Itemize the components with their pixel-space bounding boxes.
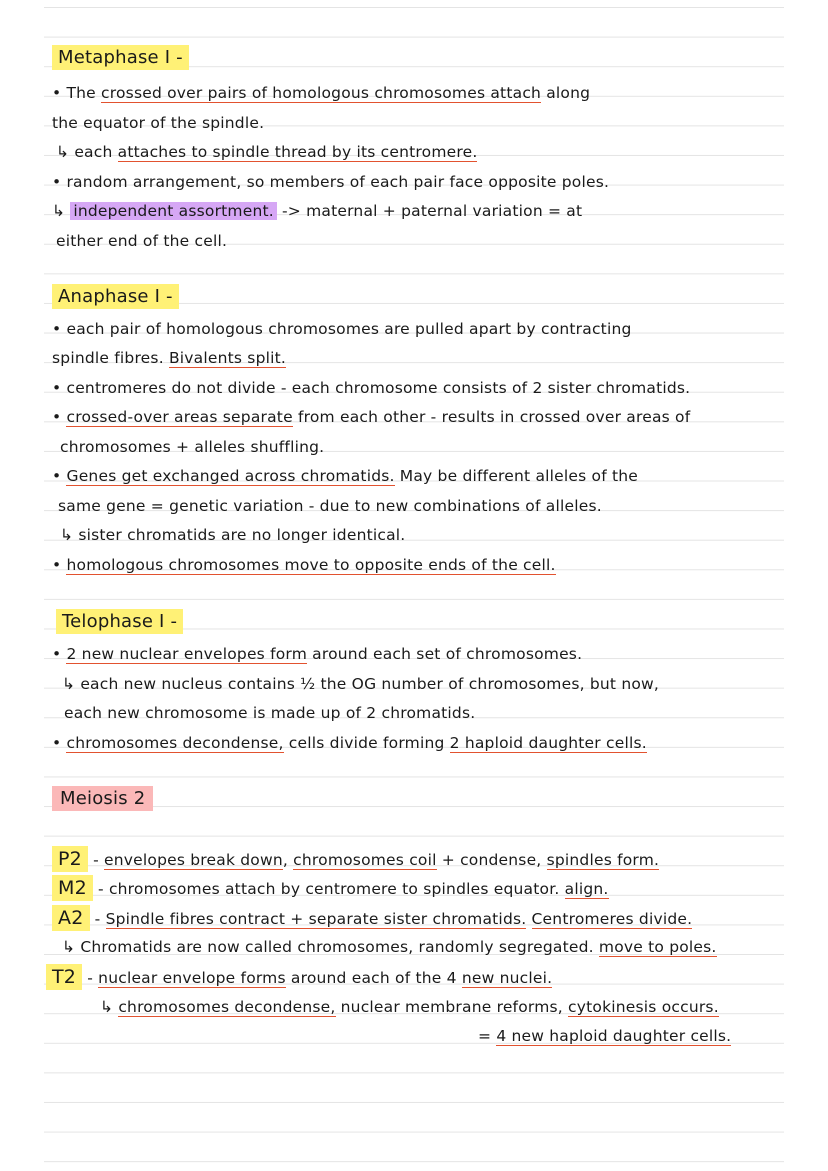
a2-label: A2 <box>52 905 90 931</box>
anaphase-line-4: • crossed-over areas separate from each other - results in crossed over areas of <box>52 408 691 426</box>
t2-label: T2 <box>46 964 82 990</box>
independent-assortment-highlight: independent assortment. <box>70 202 277 220</box>
anaphase-line-5: chromosomes + alleles shuffling. <box>60 438 325 456</box>
a2-sub-line: ↳ Chromatids are now called chromosomes, randomly segregated. move to poles. <box>62 938 717 956</box>
t2-line: T2 - nuclear envelope forms around each of the 4 new nuclei. <box>46 966 552 989</box>
m2-label: M2 <box>52 875 93 901</box>
metaphase-line-5: ↳ independent assortment. -> maternal + paternal variation = at <box>52 202 583 220</box>
anaphase-line-6: • Genes get exchanged across chromatids. May be different alleles of the <box>52 467 639 485</box>
telophase-heading: Telophase I - <box>56 611 183 633</box>
metaphase-line-6: either end of the cell. <box>56 232 228 250</box>
anaphase-line-3: • centromeres do not divide - each chromosome consists of 2 sister chromatids. <box>52 379 691 397</box>
a2-line: A2 - Spindle fibres contract + separate sister chromatids. Centromeres divide. <box>52 907 692 930</box>
t2-sub-line: ↳ chromosomes decondense, nuclear membrane reforms, cytokinesis occurs. <box>100 998 719 1016</box>
anaphase-line-8: ↳ sister chromatids are no longer identical. <box>60 526 406 544</box>
anaphase-line-9: • homologous chromosomes move to opposite ends of the cell. <box>52 556 556 574</box>
m2-line: M2 - chromosomes attach by centromere to spindles equator. align. <box>52 877 609 900</box>
metaphase-heading: Metaphase I - <box>52 47 189 69</box>
telophase-line-4: • chromosomes decondense, cells divide forming 2 haploid daughter cells. <box>52 734 647 752</box>
anaphase-line-7: same gene = genetic variation - due to new combinations of alleles. <box>58 497 602 515</box>
metaphase-line-4: • random arrangement, so members of each pair face opposite poles. <box>52 173 610 191</box>
metaphase-line-2: the equator of the spindle. <box>52 114 265 132</box>
telophase-line-2: ↳ each new nucleus contains ½ the OG number of chromosomes, but now, <box>62 675 660 693</box>
metaphase-line-1: • The crossed over pairs of homologous chromosomes attach along <box>52 84 591 102</box>
telophase-line-1: • 2 new nuclear envelopes form around each set of chromosomes. <box>52 645 583 663</box>
meiosis2-heading: Meiosis 2 <box>52 788 153 810</box>
p2-line: P2 - envelopes break down, chromosomes coil + condense, spindles form. <box>52 848 659 871</box>
anaphase-line-2: spindle fibres. Bivalents split. <box>52 349 287 367</box>
anaphase-heading: Anaphase I - <box>52 286 179 308</box>
p2-label: P2 <box>52 846 88 872</box>
telophase-line-3: each new chromosome is made up of 2 chromatids. <box>64 704 476 722</box>
metaphase-line-3: ↳ each attaches to spindle thread by its centromere. <box>56 143 478 161</box>
result-line: = 4 new haploid daughter cells. <box>478 1027 732 1045</box>
anaphase-line-1: • each pair of homologous chromosomes are pulled apart by contracting <box>52 320 632 338</box>
